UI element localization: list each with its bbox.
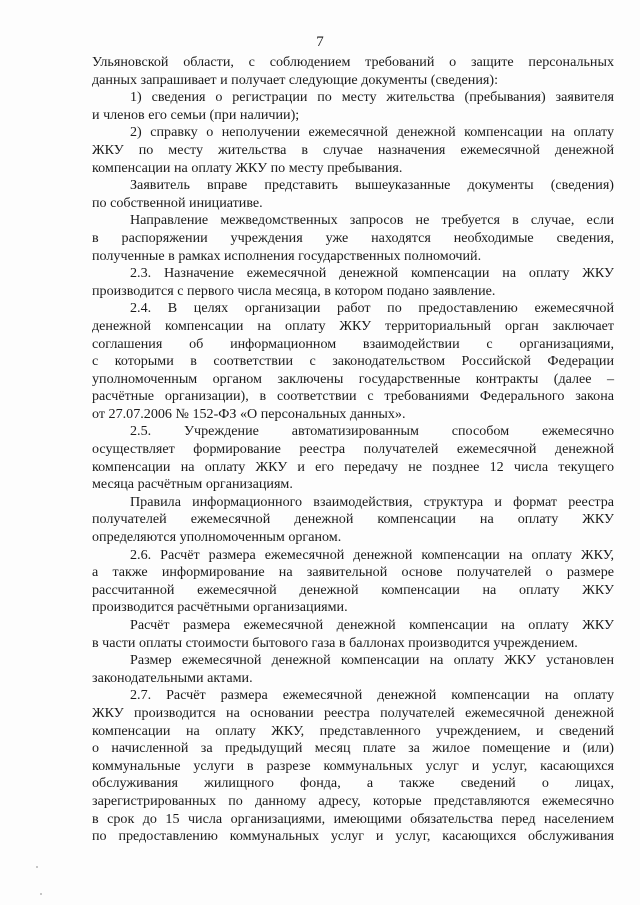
paragraph-line: уполномоченным органом заключены государственные контракты (далее – — [92, 370, 614, 387]
paragraph-line: законодательными актами. — [92, 669, 253, 686]
paragraph-line: Ульяновской области, с соблюдением требований о защите персональных — [92, 54, 614, 70]
document-paragraph — [92, 423, 614, 493]
paragraph-line: 2.4. В целях организации работ по предоставлению ежемесячной — [130, 300, 614, 317]
scan-speck — [36, 866, 38, 868]
page-number: 7 — [316, 34, 324, 50]
paragraph-line: с которыми в соответствии с законодательством Российской Федерации — [92, 353, 614, 370]
paragraph-line: ЖКУ по месту жительства в случае назначения ежемесячной денежной — [92, 141, 614, 158]
paragraph-line: от 27.07.2006 № 152-ФЗ «О персональных данных». — [92, 405, 406, 422]
paragraph-line: получателей ежемесячной денежной компенсации на оплату ЖКУ — [92, 511, 614, 528]
paragraph-line: Заявитель вправе представить вышеуказанные документы (сведения) — [130, 177, 614, 194]
paragraph-line: зарегистрированных по данному адресу, которые представляются ежемесячно — [92, 792, 614, 809]
paragraph-line: Правила информационного взаимодействия, структура и формат реестра — [130, 493, 614, 510]
paragraph-line: компенсации на оплату ЖКУ и его передачу не позднее 12 числа текущего — [92, 458, 614, 475]
document-paragraph — [92, 124, 614, 177]
paragraph-line: компенсации на оплату ЖКУ по месту пребывания. — [92, 159, 403, 176]
paragraph-line: производится с первого числа месяца, в котором подано заявление. — [92, 282, 496, 299]
paragraph-line: а также информирование на заявительной основе получателей о размере — [92, 564, 614, 581]
document-paragraph — [92, 89, 614, 124]
paragraph-line: 1) сведения о регистрации по месту жительства (пребывания) заявителя — [130, 89, 614, 106]
paragraph-line: Направление межведомственных запросов не требуется в случае, если — [130, 212, 614, 229]
document-paragraph — [92, 652, 614, 687]
paragraph-line: в части оплаты стоимости бытового газа в баллонах производится учреждением. — [92, 634, 578, 651]
document-paragraph — [92, 547, 614, 617]
document-paragraph — [92, 617, 614, 652]
document-paragraph — [92, 265, 614, 300]
paragraph-line: в срок до 15 числа организациями, имеющими обязательства перед населением — [92, 810, 614, 827]
paragraph-line: обслуживания жилищного фонда, а также сведений о лицах, — [92, 775, 614, 792]
document-paragraph — [92, 494, 614, 547]
paragraph-line: 2.3. Назначение ежемесячной денежной компенсации на оплату ЖКУ — [130, 265, 614, 282]
document-paragraph — [92, 300, 614, 423]
paragraph-line: ЖКУ производится на основании реестра получателей ежемесячной денежной — [92, 704, 614, 721]
paragraph-line: 2) справку о неполучении ежемесячной денежной компенсации на оплату — [130, 124, 614, 141]
paragraph-line: Размер ежемесячной денежной компенсации на оплату ЖКУ установлен — [130, 652, 614, 669]
paragraph-line: 2.7. Расчёт размера ежемесячной денежной компенсации на оплату — [130, 687, 614, 704]
paragraph-line: осуществляет формирование реестра получателей ежемесячной денежной — [92, 441, 614, 458]
paragraph-line: в распоряжении учреждения уже находятся необходимые сведения, — [92, 229, 614, 246]
paragraph-line: 2.5. Учреждение автоматизированным способом ежемесячно — [130, 423, 614, 440]
paragraph-line: 2.6. Расчёт размера ежемесячной денежной компенсации на оплату ЖКУ, — [130, 546, 614, 563]
document-paragraph — [92, 212, 614, 265]
paragraph-line: компенсации на оплату ЖКУ, представленного учреждением, и сведений — [92, 722, 614, 739]
document-paragraph — [92, 177, 614, 212]
scan-speck — [40, 893, 42, 895]
paragraph-line: расчётные организации), в соответствии с требованиями Федерального закона — [92, 388, 614, 405]
paragraph-line: по собственной инициативе. — [92, 194, 263, 211]
paragraph-line: коммунальные услуги в разрезе коммунальных услуг и услуг, касающихся — [92, 757, 614, 774]
document-paragraph — [92, 687, 614, 845]
paragraph-line: месяца расчётным организациям. — [92, 476, 293, 493]
paragraph-line: о начисленной за предыдущий месяц плате за жилое помещение и (или) — [92, 740, 614, 757]
document-body — [92, 54, 614, 846]
paragraph-line: соглашения об информационном взаимодействии с организациями, — [92, 335, 614, 352]
paragraph-line: определяются уполномоченным органом. — [92, 529, 342, 546]
document-paragraph — [92, 54, 614, 89]
paragraph-line: денежной компенсации на оплату ЖКУ территориальный орган заключает — [92, 317, 614, 334]
paragraph-line: полученные в рамках исполнения государственных полномочий. — [92, 247, 482, 264]
paragraph-line: по предоставлению коммунальных услуг и услуг, касающихся обслуживания — [92, 828, 614, 845]
paragraph-line: рассчитанной ежемесячной денежной компенсации на оплату ЖКУ — [92, 581, 614, 598]
paragraph-line: и членов его семьи (при наличии); — [92, 106, 300, 123]
paragraph-line: производится расчётными организациями. — [92, 599, 348, 616]
paragraph-line: данных запрашивает и получает следующие документы (сведения): — [92, 71, 498, 88]
paragraph-line: Расчёт размера ежемесячной денежной компенсации на оплату ЖКУ — [130, 617, 614, 633]
